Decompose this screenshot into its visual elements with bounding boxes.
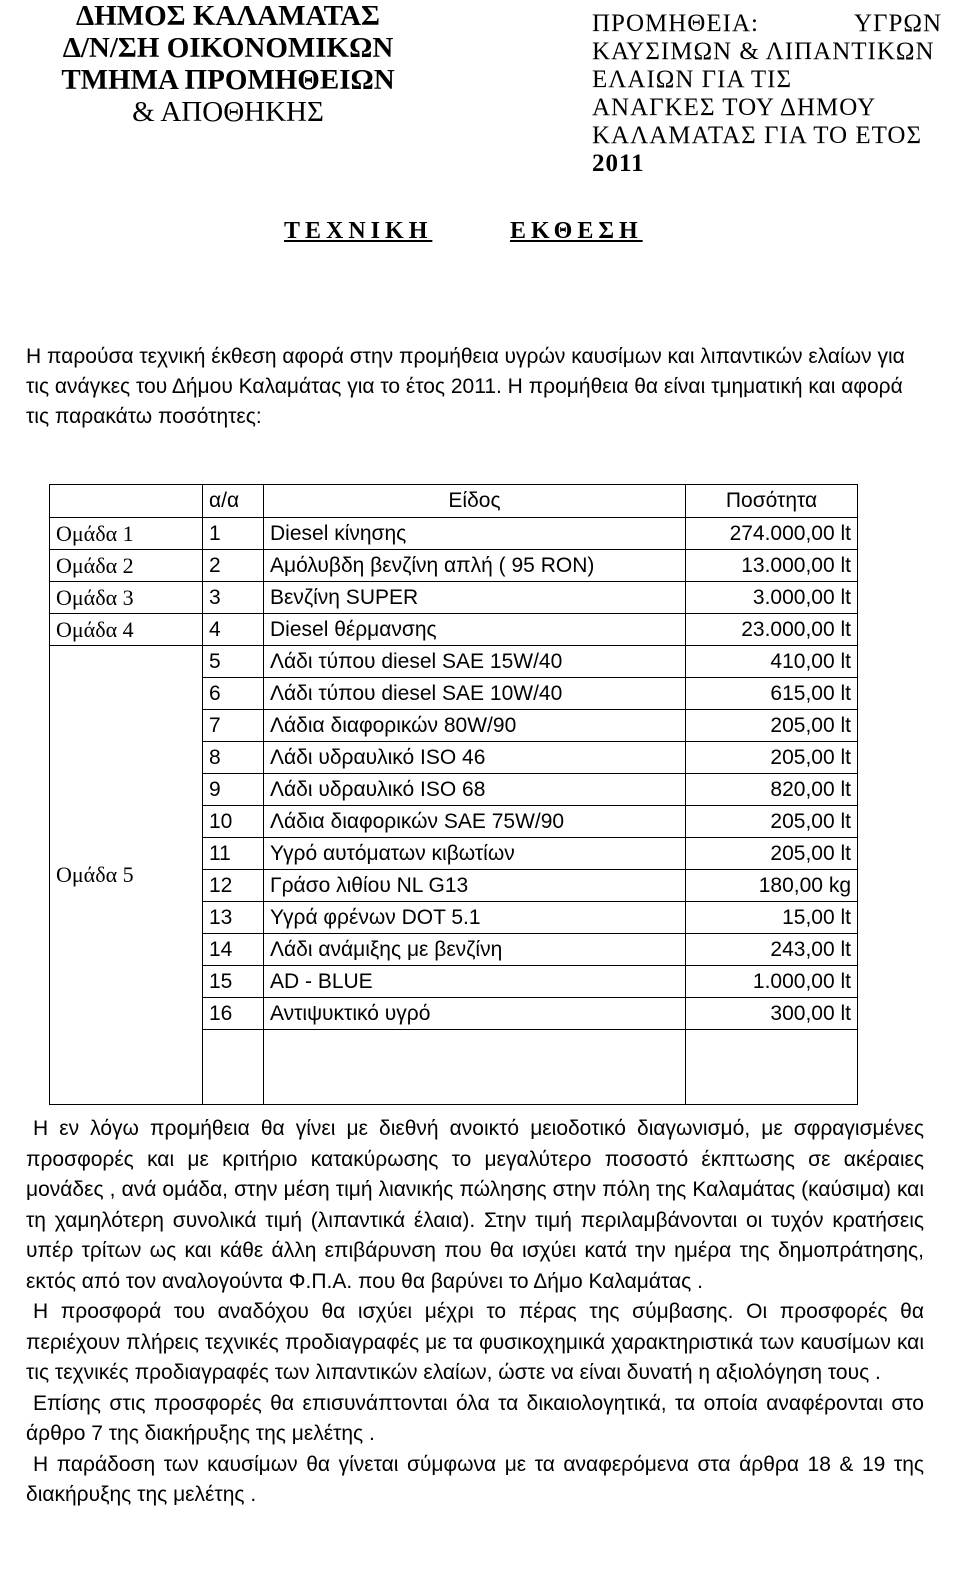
paragraph-validity: Η προσφορά του αναδόχου θα ισχύει μέχρι το πέρας της σύμβασης. Οι προσφορές θα περιέχουν πλήρεις τεχνικές προδιαγραφές με τα φυσικοχημικά χαρακτηριστικά των καυσίμων και τις τεχνικές προδιαγραφές των λιπαντικών ελαίων, ώστε να είναι δυνατή η αξιολόγηση τους . [26,1300,924,1384]
row-num: 7 [203,710,264,742]
group-label: Ομάδα 3 [50,582,203,614]
row-num: 11 [203,838,264,870]
issuer-block [28,0,428,128]
header-item: Είδος [264,485,686,518]
row-qty: 205,00 lt [686,710,858,742]
subject-line-2: ΚΑΥΣΙΜΩΝ & ΛΙΠΑΝΤΙΚΩΝ [592,38,935,65]
row-qty: 15,00 lt [686,902,858,934]
procurement-subject [592,10,942,178]
row-qty: 274.000,00 lt [686,518,858,550]
row-qty: 205,00 lt [686,806,858,838]
title-word-2: ΕΚΘΕΣΗ [510,218,643,244]
group-label: Ομάδα 4 [50,614,203,646]
section-subname: & ΑΠΟΘΗΚΗΣ [132,96,324,128]
row-qty: 23.000,00 lt [686,614,858,646]
subject-label: ΠΡΟΜΗΘΕΙΑ: [592,10,759,37]
row-item: Αμόλυβδη βενζίνη απλή ( 95 RON) [264,550,686,582]
row-num: 12 [203,870,264,902]
row-num: 3 [203,582,264,614]
group-label: Ομάδα 5 [50,646,203,1105]
paragraph-delivery: Η παράδοση των καυσίμων θα γίνεται σύμφωνα με τα αναφερόμενα στα άρθρα 18 & 19 της διακήρυξης της μελέτης . [26,1452,924,1506]
row-num: 1 [203,518,264,550]
quantities-table [49,484,858,1105]
header-qty: Ποσότητα [686,485,858,518]
row-num: 6 [203,678,264,710]
group-label: Ομάδα 1 [50,518,203,550]
section-name: ΤΜΗΜΑ ΠΡΟΜΗΘΕΙΩΝ [61,64,395,96]
row-qty: 13.000,00 lt [686,550,858,582]
body-text [26,1114,924,1511]
row-item: Diesel θέρμανσης [264,614,686,646]
row-item: Λάδι υδραυλικό ISO 46 [264,742,686,774]
subject-line-5: ΚΑΛΑΜΑΤΑΣ ΓΙΑ ΤΟ ΕΤΟΣ [592,122,923,149]
row-item: Βενζίνη SUPER [264,582,686,614]
subject-line-3: ΕΛΑΙΩΝ ΓΙΑ ΤΙΣ [592,66,793,93]
intro-text: Η παρούσα τεχνική έκθεση αφορά στην προμήθεια υγρών καυσίμων και λιπαντικών ελαίων για τις ανάγκες του Δήμου Καλαμάτας για το έτος 2011. Η προμήθεια θα είναι τμηματική και αφορά τις παρακάτω ποσότητες: [26,345,905,428]
row-num: 10 [203,806,264,838]
table-row [50,518,858,550]
row-num: 14 [203,934,264,966]
empty-cell [686,1030,858,1105]
row-qty: 820,00 lt [686,774,858,806]
row-item: Λάδι τύπου diesel SAE 10W/40 [264,678,686,710]
empty-cell [203,1030,264,1105]
row-item: Υγρά φρένων DOT 5.1 [264,902,686,934]
row-qty: 1.000,00 lt [686,966,858,998]
department-name: Δ/Ν/ΣΗ ΟΙΚΟΝΟΜΙΚΩΝ [62,32,394,64]
header-group-cell [50,485,203,518]
row-qty: 205,00 lt [686,838,858,870]
row-num: 9 [203,774,264,806]
title-word-1: ΤΕΧΝΙΚΗ [284,218,433,244]
subject-line-4: ΑΝΑΓΚΕΣ ΤΟΥ ΔΗΜΟΥ [592,94,877,121]
row-item: Υγρό αυτόματων κιβωτίων [264,838,686,870]
group-label: Ομάδα 2 [50,550,203,582]
row-item: Λάδια διαφορικών 80W/90 [264,710,686,742]
intro-paragraph [26,342,926,432]
table-row [50,550,858,582]
row-item: Diesel κίνησης [264,518,686,550]
subject-word: ΥΓΡΩΝ [853,10,942,37]
row-num: 8 [203,742,264,774]
table-row [50,582,858,614]
row-qty: 180,00 kg [686,870,858,902]
row-item: Λάδι τύπου diesel SAE 15W/40 [264,646,686,678]
row-qty: 615,00 lt [686,678,858,710]
subject-year: 2011 [592,150,645,177]
row-item: Γράσο λιθίου NL G13 [264,870,686,902]
row-qty: 243,00 lt [686,934,858,966]
subject-line-1 [592,10,942,38]
row-item: Λάδι υδραυλικό ISO 68 [264,774,686,806]
header-num: α/α [203,485,264,518]
row-num: 4 [203,614,264,646]
row-num: 5 [203,646,264,678]
municipality-name: ΔΗΜΟΣ ΚΑΛΑΜΑΤΑΣ [75,0,381,32]
row-qty: 300,00 lt [686,998,858,1030]
row-qty: 205,00 lt [686,742,858,774]
row-qty: 410,00 lt [686,646,858,678]
row-item: Λάδια διαφορικών SAE 75W/90 [264,806,686,838]
paragraph-procedure: Η εν λόγω προμήθεια θα γίνει με διεθνή ανοικτό μειοδοτικό διαγωνισμό, με σφραγισμένες προσφορές και με κριτήριο κατακύρωσης το μεγαλύτερο ποσοστό έκπτωσης σε ακέραιες μονάδες , ανά ομάδα, στην μέση τιμή λιανικής πώλησης στην πόλη της Καλαμάτας (καύσιμα) και τη χαμηλότερη συνολικά τιμή (λιπαντικά έλαια). Στην τιμή περιλαμβάνονται οι τυχόν κρατήσεις υπέρ τρίτων ως και κάθε άλλη επιβάρυνση που θα ισχύει κατά την ημέρα της δημοπράτησης, εκτός από τον αναλογούντα Φ.Π.Α. που θα βαρύνει το Δήμο Καλαμάτας . [26,1117,924,1293]
row-item: AD - BLUE [264,966,686,998]
row-num: 2 [203,550,264,582]
row-num: 13 [203,902,264,934]
table-header-row [50,485,858,518]
table-row [50,646,858,678]
empty-cell [264,1030,686,1105]
row-num: 15 [203,966,264,998]
row-num: 16 [203,998,264,1030]
row-item: Αντιψυκτικό υγρό [264,998,686,1030]
paragraph-documents: Επίσης στις προσφορές θα επισυνάπτονται όλα τα δικαιολογητικά, τα οποία αναφέρονται στο άρθρο 7 της διακήρυξης της μελέτης . [26,1391,924,1445]
table-row [50,614,858,646]
row-item: Λάδι ανάμιξης με βενζίνη [264,934,686,966]
row-qty: 3.000,00 lt [686,582,858,614]
